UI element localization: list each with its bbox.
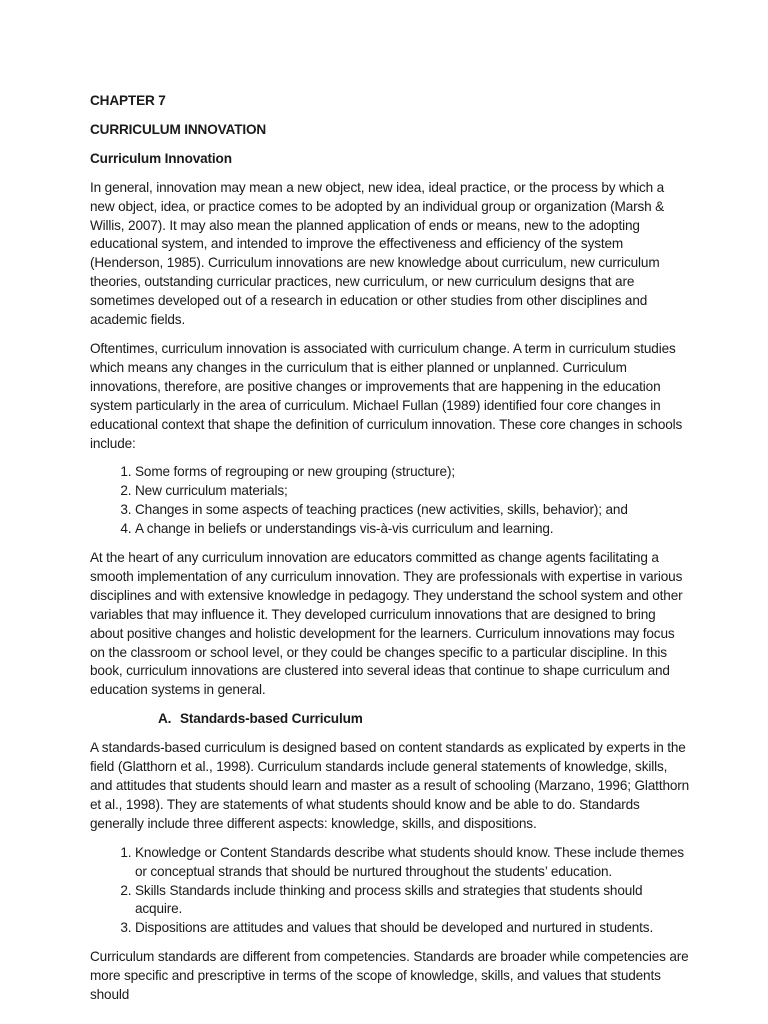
paragraph-5: Curriculum standards are different from competencies. Standards are broader while competencies are more specific and prescriptive in terms of the scope of knowledge, skills, and values that students should <box>90 949 689 1003</box>
list-item: 3. Changes in some aspects of teaching practices (new activities, skills, behavior); and <box>135 501 690 520</box>
paragraph-4: A standards-based curriculum is designed based on content standards as explicated by experts in the field (Glatthorn et al., 1998). Curriculum standards include general statements of knowledge, skills, and attitudes that students should learn and master as a result of schooling (Marzano, 1996; Glatthorn et al., 1998). They are statements of what students should know and be able to do. Standards generally include three different aspects: knowledge, skills, and dispositions. <box>90 740 690 831</box>
document-page <box>90 92 690 1015</box>
section-heading-label: Standards-based Curriculum <box>180 711 363 727</box>
chapter-title: CURRICULUM INNOVATION <box>90 121 267 137</box>
chapter-label: CHAPTER 7 <box>90 93 166 108</box>
paragraph-2: Oftentimes, curriculum innovation is associated with curriculum change. A term in curriculum studies which means any changes in the curriculum that is either planned or unplanned. Curriculum innovations, therefore, are positive changes or improvements that are happening in the education system particularly in the area of curriculum. Michael Fullan (1989) identified four core changes in educational context that shape the definition of curriculum innovation. These core changes in schools include: <box>90 340 683 451</box>
list-item: 1. Some forms of regrouping or new grouping (structure); <box>135 463 690 482</box>
section-subtitle: Curriculum Innovation <box>90 150 232 166</box>
section-letter: A. <box>158 711 172 727</box>
paragraph-3: At the heart of any curriculum innovation are educators committed as change agents facilitating a smooth implementation of any curriculum innovation. They are professionals with expertise in various disciplines and with extensive knowledge in pedagogy. They understand the school system and other variables that may influence it. They developed curriculum innovations that are designed to bring about positive changes and holistic development for the learners. Curriculum innovations may focus on the classroom or school level, or they could be changes specific to a particular discipline. In this book, curriculum innovations are clustered into several ideas that continue to shape curriculum and education systems in general. <box>90 550 683 698</box>
list-item: 1. Knowledge or Content Standards describe what students should know. These include themes or conceptual strands that should be nurtured throughout the students’ education. <box>135 844 690 882</box>
core-changes-list <box>90 463 690 539</box>
list-item: 2. New curriculum materials; <box>135 482 690 501</box>
list-item: 4. A change in beliefs or understandings vis-à-vis curriculum and learning. <box>135 520 690 539</box>
paragraph-1: In general, innovation may mean a new object, new idea, ideal practice, or the process by which a new object, idea, or practice comes to be adopted by an individual group or organization (Marsh & Willis, 2007). It may also mean the planned application of ends or means, new to the adopting educational system, and intended to improve the effectiveness and efficiency of the system (Henderson, 1985). Curriculum innovations are new knowledge about curriculum, new curriculum theories, outstanding curricular practices, new curriculum, or new curriculum designs that are sometimes developed out of a research in education or other studies from other disciplines and academic fields. <box>90 179 665 328</box>
list-item: 3. Dispositions are attitudes and values that should be developed and nurtured in students. <box>135 919 690 938</box>
standards-aspects-list <box>90 844 690 939</box>
list-item: 2. Skills Standards include thinking and process skills and strategies that students should acquire. <box>135 882 690 920</box>
section-heading-standards <box>90 710 690 729</box>
